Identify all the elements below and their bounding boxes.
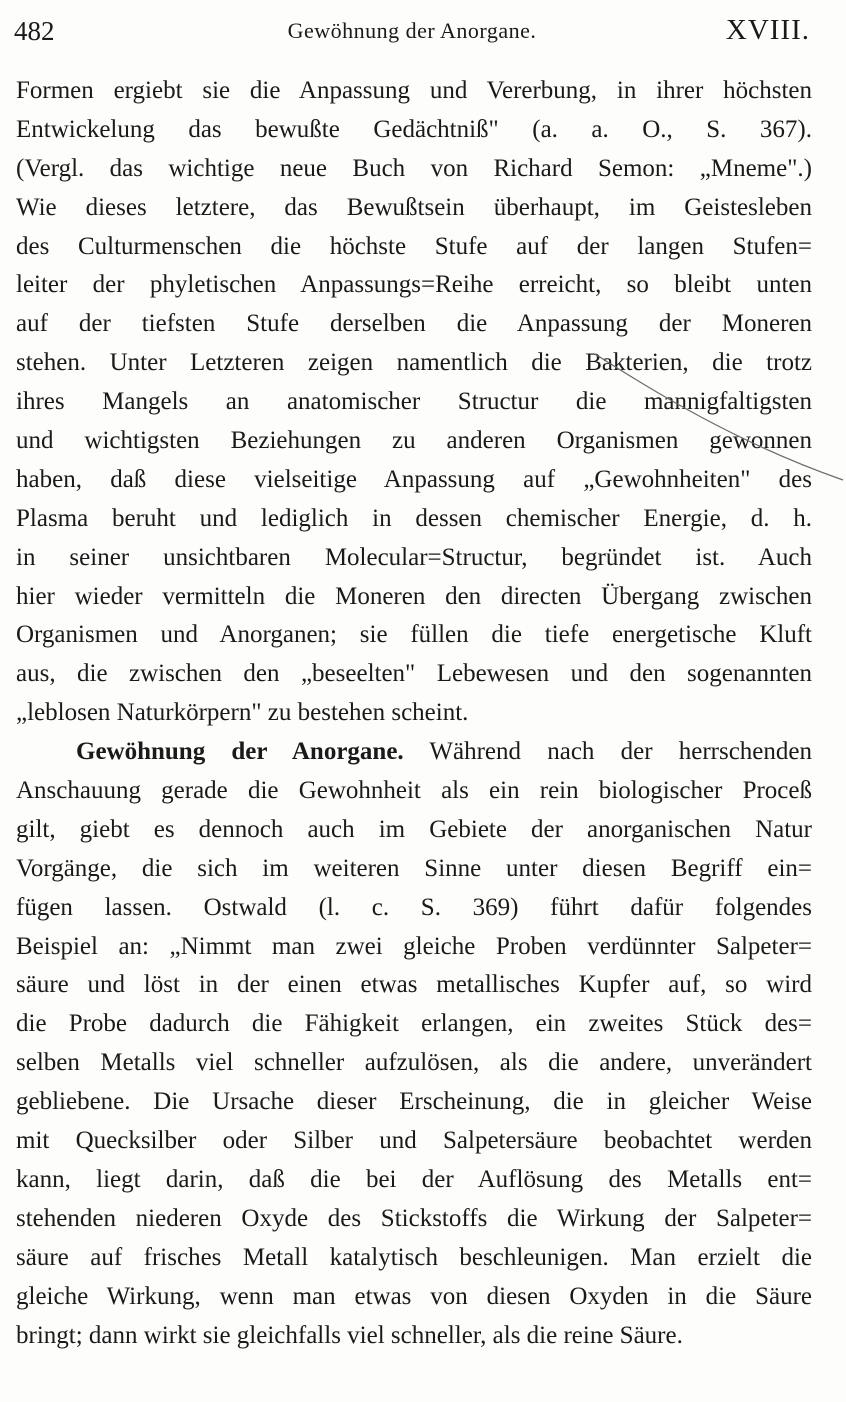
text-line: Wie dieses letztere, das Bewußtsein überhaupt, im Geistesleben [16, 193, 812, 221]
text-line: in seiner unsichtbaren Molecular=Structur, begründet ist. Auch [16, 543, 812, 571]
text-line: fügen lassen. Ostwald (l. c. S. 369) führt dafür folgendes [16, 893, 812, 921]
text-line: gebliebene. Die Ursache dieser Erscheinung, die in gleicher Weise [16, 1088, 812, 1116]
text-line: aus, die zwischen den „beseelten" Lebewesen und den sogenannten [16, 660, 812, 688]
text-line: die Probe dadurch die Fähigkeit erlangen, ein zweites Stück des= [16, 1010, 812, 1038]
text-line: haben, daß diese vielseitige Anpassung auf „Gewohnheiten" des [16, 465, 812, 493]
text-line: gilt, giebt es dennoch auch im Gebiete der anorganischen Natur [16, 815, 812, 843]
text-line: (Vergl. das wichtige neue Buch von Richard Semon: „Mneme".) [16, 154, 812, 182]
text-line: Vorgänge, die sich im weiteren Sinne unter diesen Begriff ein= [16, 854, 812, 882]
body-text [16, 72, 812, 1355]
text-line: Organismen und Anorganen; sie füllen die tiefe energetische Kluft [16, 621, 812, 649]
text-line: hier wieder vermitteln die Moneren den directen Übergang zwischen [16, 582, 812, 610]
text-line: „leblosen Naturkörpern" zu bestehen scheint. [16, 699, 469, 727]
text-line: Beispiel an: „Nimmt man zwei gleiche Proben verdünnter Salpeter= [16, 932, 812, 960]
text-line: säure und löst in der einen etwas metallisches Kupfer auf, so wird [16, 971, 812, 999]
text-line: Entwickelung das bewußte Gedächtniß" (a. a. O., S. 367). [16, 115, 812, 143]
text-line: Formen ergiebt sie die Anpassung und Vererbung, in ihrer höchsten [16, 77, 812, 104]
text-line: und wichtigsten Beziehungen zu anderen Organismen gewonnen [16, 427, 812, 455]
text-line: mit Quecksilber oder Silber und Salpetersäure beobachtet werden [16, 1127, 812, 1155]
text-line: des Culturmenschen die höchste Stufe auf der langen Stufen= [16, 232, 812, 260]
text-line: Plasma beruht und lediglich in dessen chemischer Energie, d. h. [16, 504, 812, 532]
text-line: selben Metalls viel schneller aufzulösen, als die andere, unverändert [16, 1049, 812, 1077]
page-number: 482 [14, 16, 55, 46]
text-line: kann, liegt darin, daß die bei der Auflösung des Metalls ent= [16, 1165, 812, 1193]
text-line: stehen. Unter Letzteren zeigen namentlich die Bakterien, die trotz [16, 349, 812, 377]
text-line: leiter der phyletischen Anpassungs=Reihe erreicht, so bleibt unten [16, 271, 812, 299]
text-span: Während nach der herrschenden [403, 738, 812, 766]
running-head: Gewöhnung der Anorgane. [287, 18, 537, 43]
text-line: ihres Mangels an anatomischer Structur die mannigfaltigsten [16, 388, 812, 416]
paragraph-first-line [16, 733, 812, 772]
section-heading: Gewöhnung der Anorgane. [76, 738, 404, 766]
text-line: stehenden niederen Oxyde des Stickstoffs die Wirkung der Salpeter= [16, 1204, 812, 1232]
text-line: säure auf frisches Metall katalytisch beschleunigen. Man erzielt die [16, 1243, 812, 1271]
text-line: gleiche Wirkung, wenn man etwas von diesen Oxyden in die Säure [16, 1282, 812, 1310]
chapter-number: XVIII. [725, 14, 810, 46]
page-header [14, 12, 810, 52]
text-line: Anschauung gerade die Gewohnheit als ein rein biologischer Proceß [16, 777, 812, 805]
text-line: auf der tiefsten Stufe derselben die Anpassung der Moneren [16, 310, 812, 338]
text-line: bringt; dann wirkt sie gleichfalls viel schneller, als die reine Säure. [16, 1321, 683, 1349]
